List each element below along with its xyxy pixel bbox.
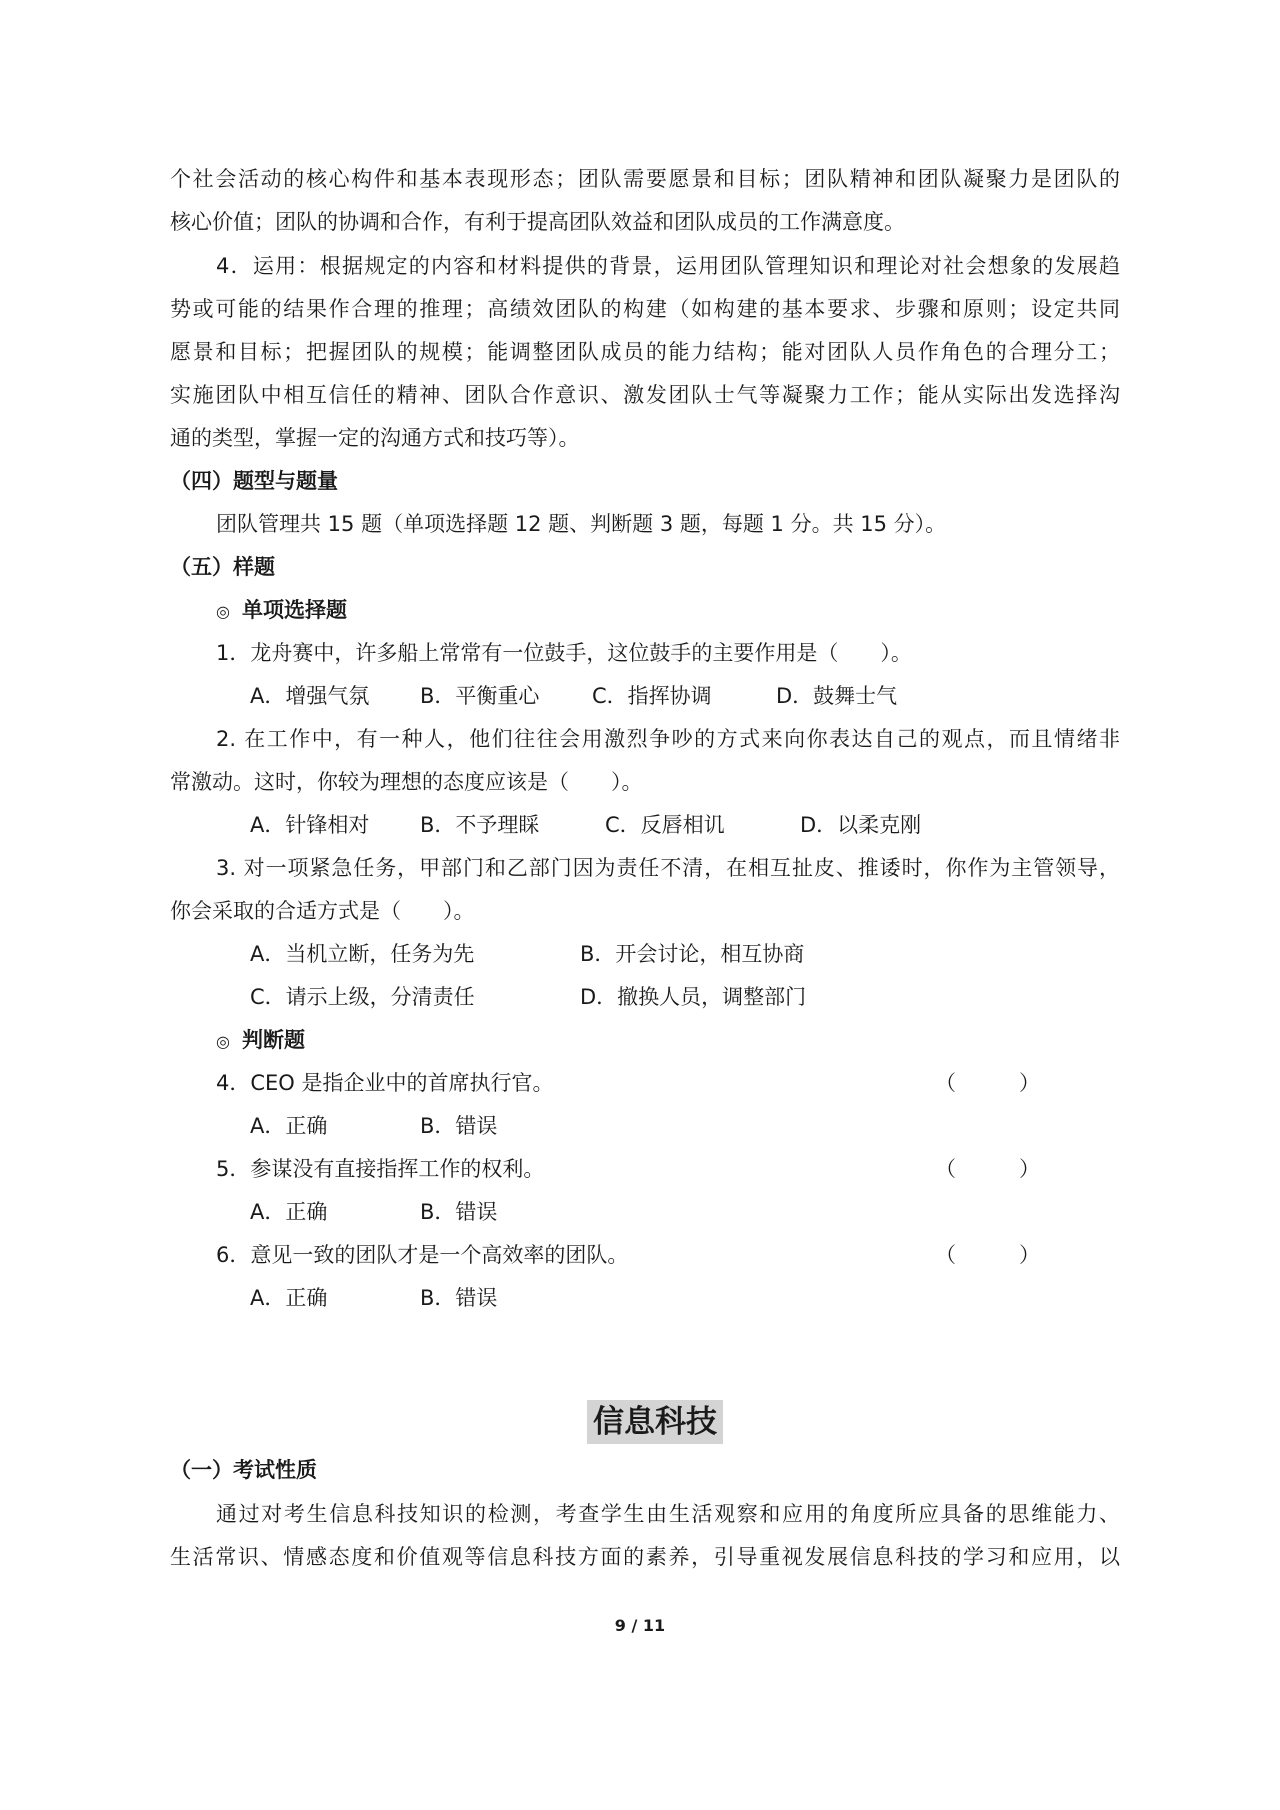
apply-line-1: 4．运用：根据规定的内容和材料提供的背景，运用团队管理知识和理论对社会想象的发展趋 (216, 254, 1120, 278)
q6-stem: 6．意见一致的团队才是一个高效率的团队。 (216, 1243, 629, 1267)
q3-option-a: A．当机立断，任务为先 (250, 942, 475, 966)
bullet-icon: ◎ (216, 1032, 230, 1051)
q2-option-c: C．反唇相讥 (605, 813, 725, 837)
q2-option-d: D．以柔克刚 (800, 813, 922, 837)
page-number: 9 / 11 (614, 1616, 666, 1635)
info-tech-line-2: 生活常识、情感态度和价值观等信息科技方面的素养，引导重视发展信息科技的学习和应用，以 (170, 1545, 1120, 1569)
single-choice-heading (216, 598, 347, 624)
intro-line-1: 个社会活动的核心构件和基本表现形态；团队需要愿景和目标；团队精神和团队凝聚力是团队的 (170, 167, 1120, 191)
apply-line-5: 通的类型，掌握一定的沟通方式和技巧等）。 (170, 426, 580, 450)
section-four-heading: （四）题型与题量 (170, 469, 338, 493)
apply-line-2: 势或可能的结果作合理的推理；高绩效团队的构建（如构建的基本要求、步骤和原则；设定共同 (170, 297, 1120, 321)
q4-option-a: A．正确 (250, 1114, 328, 1138)
apply-line-4: 实施团队中相互信任的精神、团队合作意识、激发团队士气等凝聚力工作；能从实际出发选择沟 (170, 383, 1120, 407)
section-five-heading: （五）样题 (170, 555, 275, 579)
judgement-title: 判断题 (241, 1028, 305, 1052)
q6-answer-paren: （ ） (935, 1243, 1040, 1267)
q2-option-a: A．针锋相对 (250, 813, 370, 837)
q3-option-c: C．请示上级，分清责任 (250, 985, 475, 1009)
q1-option-a: A．增强气氛 (250, 684, 370, 708)
q2-stem-line-2: 常激动。这时，你较为理想的态度应该是（ ）。 (170, 770, 643, 794)
q5-stem: 5．参谋没有直接指挥工作的权利。 (216, 1157, 545, 1181)
q6-option-a: A．正确 (250, 1286, 328, 1310)
q5-answer-paren: （ ） (935, 1157, 1040, 1181)
section-title-info-tech: 信息科技 (587, 1400, 723, 1444)
section-four-text: 团队管理共 15 题（单项选择题 12 题、判断题 3 题，每题 1 分。共 15 分）。 (216, 512, 947, 536)
q4-option-b: B．错误 (420, 1114, 498, 1138)
q4-answer-paren: （ ） (935, 1071, 1040, 1095)
q3-option-b: B．开会讨论，相互协商 (580, 942, 805, 966)
bullet-icon: ◎ (216, 602, 230, 621)
single-choice-title: 单项选择题 (241, 598, 347, 622)
judgement-heading (216, 1028, 305, 1054)
q4-stem: 4．CEO 是指企业中的首席执行官。 (216, 1071, 554, 1095)
q2-option-b: B．不予理睬 (420, 813, 540, 837)
q3-stem-line-1: 3. 对一项紧急任务，甲部门和乙部门因为责任不清，在相互扯皮、推诿时，你作为主管领导， (216, 856, 1120, 880)
q3-option-d: D．撤换人员，调整部门 (580, 985, 807, 1009)
q1-option-d: D．鼓舞士气 (776, 684, 898, 708)
q3-stem-line-2: 你会采取的合适方式是（ ）。 (170, 899, 475, 923)
q1-stem: 1．龙舟赛中，许多船上常常有一位鼓手，这位鼓手的主要作用是（ ）。 (216, 641, 912, 665)
q1-option-b: B．平衡重心 (420, 684, 540, 708)
q1-option-c: C．指挥协调 (592, 684, 712, 708)
q2-stem-line-1: 2. 在工作中，有一种人，他们往往会用激烈争吵的方式来向你表达自己的观点，而且情绪非 (216, 727, 1120, 751)
q5-option-a: A．正确 (250, 1200, 328, 1224)
q5-option-b: B．错误 (420, 1200, 498, 1224)
intro-line-2: 核心价值；团队的协调和合作，有利于提高团队效益和团队成员的工作满意度。 (170, 210, 905, 234)
apply-line-3: 愿景和目标；把握团队的规模；能调整团队成员的能力结构；能对团队人员作角色的合理分工； (170, 340, 1120, 364)
info-tech-heading: （一）考试性质 (170, 1458, 317, 1482)
info-tech-line-1: 通过对考生信息科技知识的检测，考查学生由生活观察和应用的角度所应具备的思维能力、 (216, 1502, 1120, 1526)
q6-option-b: B．错误 (420, 1286, 498, 1310)
